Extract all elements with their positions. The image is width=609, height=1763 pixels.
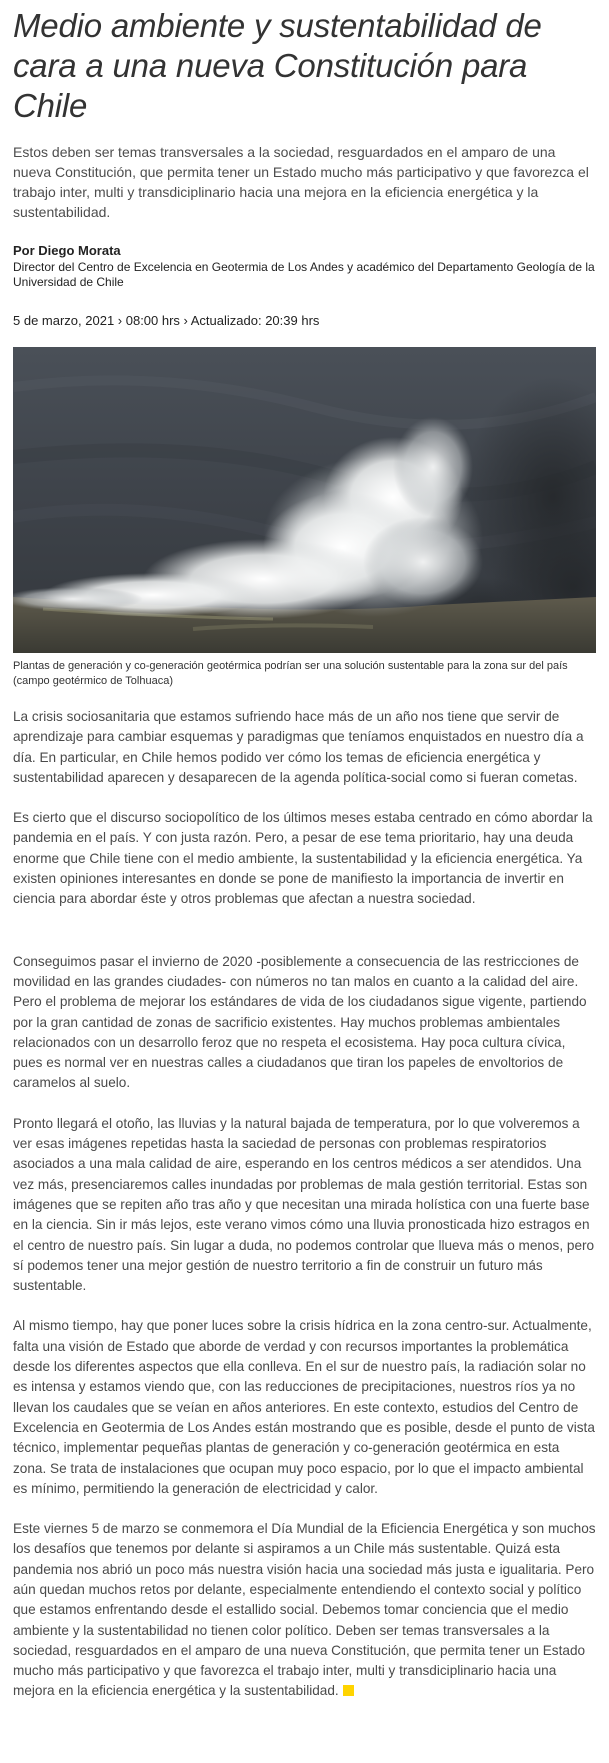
author-name[interactable]: Por Diego Morata	[13, 243, 121, 258]
article-body	[13, 707, 596, 1702]
article-lead: Estos deben ser temas transversales a la sociedad, resguardados en el amparo de una nueva Constitución, que permita tener un Estado mucho más participativo y que favorezca el trabajo inter, multi y transdiciplinario hacia una mejora en la eficiencia energética y la sustentabilidad.	[13, 144, 589, 220]
paragraph-last-text: Este viernes 5 de marzo se conmemora el Día Mundial de la Eficiencia Energética y son muchos los desafíos que tenemos por delante si aspiramos a un Chile más sustentable. Quizá esta pandemia nos abrió un poco más nuestra visión hacia una sociedad más justa e igualitaria. Pero aún quedan muchos retos por delante, especialmente entendiendo el contexto social y político que estamos enfrentando desde el estallido social. Debemos tomar conciencia que el medio ambiente y la sustentabilidad no tienen color político. Deben ser temas transversales a la sociedad, resguardados en el amparo de una nueva Constitución, que permita tener un Estado mucho más participativo y que favorezca el trabajo inter, multi y transdiciplinario hacia una mejora en la eficiencia energética y la sustentabilidad.	[13, 1521, 596, 1699]
article	[0, 6, 609, 1702]
paragraph: Conseguimos pasar el invierno de 2020 -posiblemente a consecuencia de las restricciones de movilidad en las grandes ciudades- con números no tan malos en cuanto a la calidad del aire. Pero el problema de mejorar los estándares de vida de los ciudadanos sigue vigente, partiendo por la gran cantidad de zonas de sacrificio existentes. Hay muchos problemas ambientales relacionados con un desarrollo feroz que no respeta el ecosistema. Hay poca cultura cívica, pues es normal ver en nuestras calles a ciudadanos que tiran los papeles de envoltorios de caramelos al suelo.	[13, 953, 587, 1091]
article-figure	[13, 347, 596, 689]
paragraph-last	[13, 1519, 596, 1702]
author-role: Director del Centro de Excelencia en Geotermia de Los Andes y académico del Departamento Geología de la Universidad de Chile	[13, 260, 595, 289]
article-dateline: 5 de marzo, 2021 › 08:00 hrs › Actualizado: 20:39 hrs	[13, 313, 320, 328]
image-caption: Plantas de generación y co-generación geotérmica podrían ser una solución sustentable para la zona sur del país (campo geotérmico de Tolhuaca)	[13, 660, 568, 687]
paragraph: Al mismo tiempo, hay que poner luces sobre la crisis hídrica en la zona centro-sur. Actualmente, falta una visión de Estado que aborde de verdad y con recursos importantes la problemática desde los diferentes aspectos que ella conlleva. En el sur de nuestro país, la radiación solar no es intensa y estamos viendo que, con las reducciones de precipitaciones, nuestros ríos ya no llevan los caudales que se veían en años anteriores. En este contexto, estudios del Centro de Excelencia en Geotermia de Los Andes están mostrando que es posible, desde el punto de vista técnico, implementar pequeñas plantas de generación y co-generación geotérmica en esta zona. Se trata de instalaciones que ocupan muy poco espacio, por lo que el impacto ambiental es mínimo, permitiendo la generación de electricidad y calor.	[13, 1318, 595, 1496]
paragraph: Es cierto que el discurso sociopolítico de los últimos meses estaba centrado en cómo abordar la pandemia en el país. Y con justa razón. Pero, a pesar de ese tema prioritario, hay una deuda enorme que Chile tiene con el medio ambiente, la sustentabilidad y la eficiencia energética. Ya existen opiniones interesantes en donde se pone de manifiesto la importancia de invertir en ciencia para abordar éste y otros problemas que afectan a nuestra sociedad.	[13, 810, 593, 907]
article-title: Medio ambiente y sustentabilidad de cara a una nueva Constitución para Chile	[13, 7, 542, 124]
geothermal-field-photo	[13, 347, 596, 653]
paragraph: La crisis sociosanitaria que estamos sufriendo hace más de un año nos tiene que servir de aprendizaje para cambiar esquemas y paradigmas que teníamos enquistados en nuestro día a día. En particular, en Chile hemos podido ver cómo los temas de eficiencia energética y sustentabilidad aparecen y desaparecen de la agenda política-social como si fueran cometas.	[13, 709, 584, 785]
byline	[13, 242, 596, 290]
paragraph: Pronto llegará el otoño, las lluvias y la natural bajada de temperatura, por lo que volveremos a ver esas imágenes repetidas hasta la saciedad de personas con problemas respiratorios asociados a una mala calidad de aire, esperando en los centros médicos a ser atendidos. Una vez más, presenciaremos calles inundadas por problemas de mala gestión territorial. Estas son imágenes que se repiten año tras año y que necesitan una mirada holística con una fuerte base en la ciencia. Sin ir más lejos, este verano vimos cómo una lluvia pronosticada hizo estragos en el centro de nuestro país. Sin lugar a duda, no podemos controlar que llueva más o menos, pero sí podemos tener una mejor gestión de nuestro territorio a fin de construir un futuro más sustentable.	[13, 1115, 595, 1294]
end-of-article-mark-icon	[343, 1685, 354, 1696]
